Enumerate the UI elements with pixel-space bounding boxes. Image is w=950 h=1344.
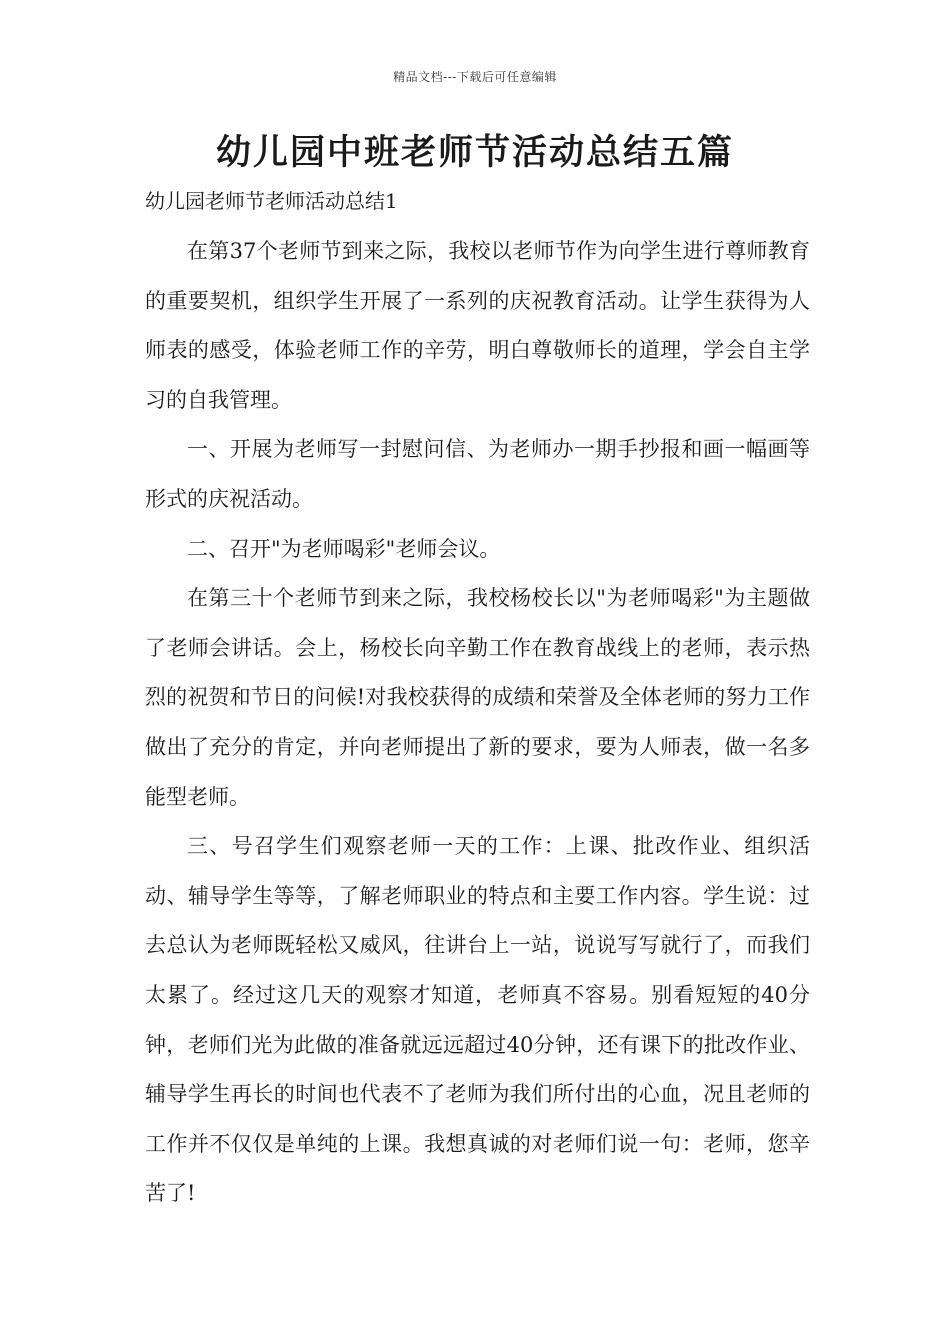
header-note: 精品文档---下载后可任意编辑 — [393, 70, 557, 84]
paragraph: 在第三十个老师节到来之际，我校杨校长以"为老师喝彩"为主题做了老师会讲话。会上，杨校长向辛勤工作在教育战线上的老师，表示热烈的祝贺和节日的问候!对我校获得的成绩和荣誉及全体老师的努力工作做出了充分的肯定，并向老师提出了新的要求，要为人师表，做一名多能型老师。 — [145, 586, 810, 809]
document-title: 幼儿园中班老师节活动总结五篇 — [215, 132, 734, 173]
document-body — [145, 227, 810, 1219]
paragraph: 一、开展为老师写一封慰问信、为老师办一期手抄报和画一幅画等形式的庆祝活动。 — [145, 437, 810, 511]
paragraph: 在第37个老师节到来之际，我校以老师节作为向学生进行尊师教育的重要契机，组织学生开展了一系列的庆祝教育活动。让学生获得为人师表的感受，体验老师工作的辛劳，明白尊敬师长的道理，学会自主学习的自我管理。 — [145, 239, 810, 412]
paragraph: 二、召开"为老师喝彩"老师会议。 — [187, 536, 501, 561]
paragraph: 三、号召学生们观察老师一天的工作：上课、批改作业、组织活动、辅导学生等等，了解老师职业的特点和主要工作内容。学生说：过去总认为老师既轻松又威风，往讲台上一站，说说写写就行了，而我们太累了。经过这几天的观察才知道，老师真不容易。别看短短的40分钟，老师们光为此做的准备就远远超过40分钟，还有课下的批改作业、辅导学生再长的时间也代表不了老师为我们所付出的心血，况且老师的工作并不仅仅是单纯的上课。我想真诚的对老师们说一句：老师，您辛苦了! — [145, 834, 810, 1206]
section-subtitle: 幼儿园老师节老师活动总结1 — [145, 189, 398, 213]
